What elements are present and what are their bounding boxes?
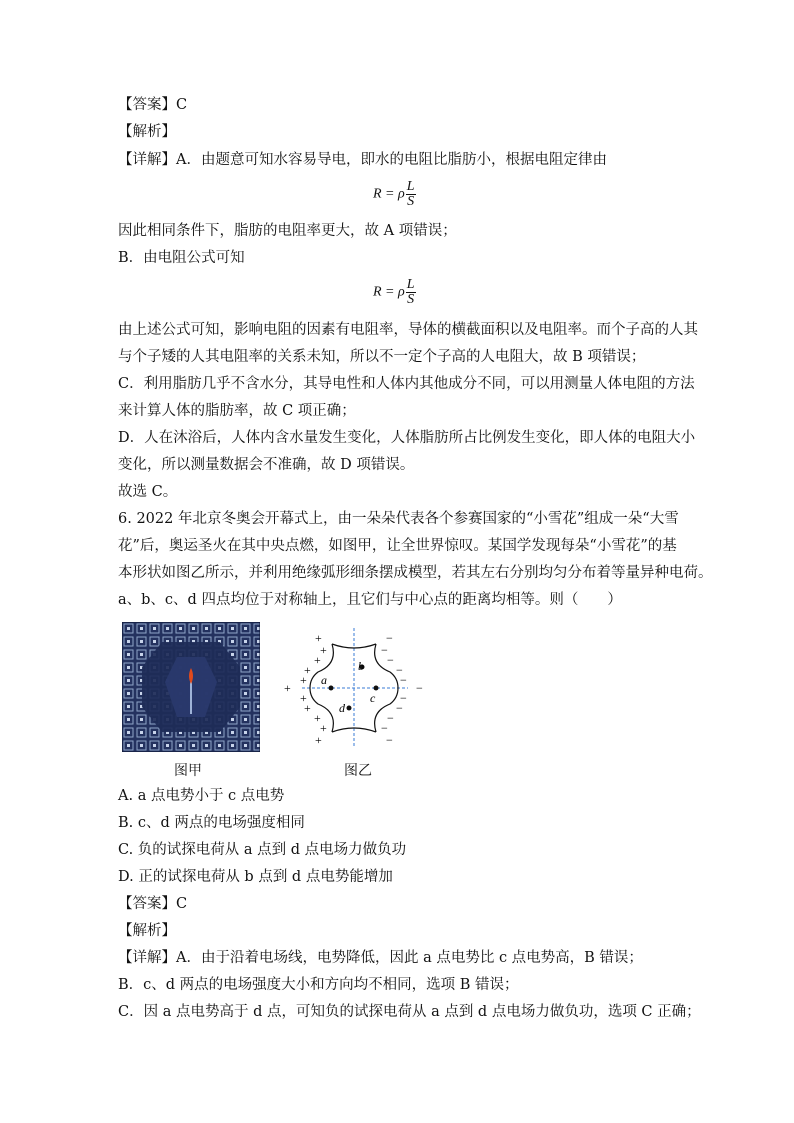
q6-stem-4: a、b、c、d 四点均位于对称轴上，且它们与中心点的距离均相等。则（ ）: [118, 592, 622, 608]
formula-lhs: R = ρ: [373, 284, 405, 300]
minus-sign: −: [387, 711, 394, 725]
figure-yi-caption: 图乙: [344, 763, 372, 779]
detail-a: 【详解】A．由题意可知水容易导电，即水的电阻比脂肪小，根据电阻定律由: [118, 152, 607, 168]
minus-sign: −: [400, 691, 407, 705]
plus-sign: +: [314, 653, 321, 667]
label-a: a: [321, 673, 327, 687]
line-b1: B．由电阻公式可知: [118, 250, 245, 266]
plus-sign: +: [304, 701, 311, 715]
minus-sign: −: [416, 681, 423, 695]
conclusion: 故选 C。: [118, 484, 178, 500]
q6-detail-c: C．因 a 点电势高于 d 点，可知负的试探电荷从 a 点到 d 点电场力做负功，选项 C 正确；: [118, 1004, 701, 1020]
plus-sign: +: [284, 681, 291, 695]
plus-sign: +: [315, 631, 322, 645]
formula-num: L: [406, 277, 415, 292]
line-b2: 由上述公式可知，影响电阻的因素有电阻率，导体的横截面积以及电阻率。而个子高的人其: [118, 322, 698, 338]
plus-sign: +: [300, 673, 307, 687]
resistance-formula-2: [373, 278, 416, 307]
resistance-formula-1: [373, 180, 416, 209]
q6-analysis-title: 【解析】: [118, 923, 176, 939]
formula-den: S: [407, 194, 415, 209]
q6-stem-3: 本形状如图乙所示，并利用绝缘弧形细条摆成模型，若其左右分别均匀分布着等量异种电荷。: [118, 565, 713, 581]
plus-sign: +: [320, 721, 327, 735]
positive-charges: [284, 631, 327, 747]
plus-sign: +: [300, 691, 307, 705]
line-c1: C．利用脂肪几乎不含水分，其导电性和人体内其他成分不同，可以用测量人体电阻的方法: [118, 376, 695, 392]
minus-sign: −: [386, 631, 393, 645]
point-a: [329, 686, 334, 691]
analysis-title: 【解析】: [118, 124, 176, 140]
formula-num: L: [406, 179, 415, 194]
figure-jia-caption: 图甲: [174, 763, 202, 779]
plus-sign: +: [320, 643, 327, 657]
plus-sign: +: [315, 733, 322, 747]
line-c2: 来计算人体的脂肪率，故 C 项正确；: [118, 403, 356, 419]
plus-sign: +: [314, 711, 321, 725]
figure-yi-charge-diagram: [280, 622, 430, 752]
label-b: b: [358, 659, 364, 673]
formula-fraction: [406, 180, 416, 209]
minus-sign: −: [381, 643, 388, 657]
q6-detail-b: B．c、d 两点的电场强度大小和方向均不相同，选项 B 错误；: [118, 977, 519, 993]
line-d1: D．人在沐浴后，人体内含水量发生变化，人体脂肪所占比例发生变化，即人体的电阻大小: [118, 430, 696, 446]
label-c: c: [370, 691, 376, 705]
minus-sign: −: [396, 701, 403, 715]
minus-sign: −: [386, 733, 393, 747]
minus-sign: −: [400, 673, 407, 687]
formula-fraction: [406, 278, 416, 307]
option-b[interactable]: B. c、d 两点的电场强度相同: [118, 815, 305, 831]
point-d: [347, 706, 352, 711]
answer-label: 【答案】C: [118, 97, 188, 113]
negative-charges: [381, 631, 423, 747]
formula-den: S: [407, 292, 415, 307]
q6-stem-2: 花”后，奥运圣火在其中央点燃，如图甲，让全世界惊叹。某国学发现每朵“小雪花”的基: [118, 538, 677, 554]
q6-detail-a: 【详解】A．由于沿着电场线，电势降低，因此 a 点电势比 c 点电势高，B 错误；: [118, 950, 643, 966]
label-d: d: [339, 701, 345, 715]
figure-jia-snowflake: [122, 622, 260, 752]
minus-sign: −: [396, 663, 403, 677]
line-a2: 因此相同条件下，脂肪的电阻率更大，故 A 项错误；: [118, 223, 457, 239]
minus-sign: −: [387, 653, 394, 667]
line-b3: 与个子矮的人其电阻率的关系未知，所以不一定个子高的人电阻大，故 B 项错误；: [118, 349, 646, 365]
q6-stem-1: 6. 2022 年北京冬奥会开幕式上，由一朵朵代表各个参赛国家的“小雪花”组成一朵“大雪: [118, 511, 679, 527]
q6-answer-label: 【答案】C: [118, 896, 188, 912]
formula-lhs: R = ρ: [373, 186, 405, 202]
option-c[interactable]: C. 负的试探电荷从 a 点到 d 点电场力做负功: [118, 842, 407, 858]
plus-sign: +: [304, 663, 311, 677]
line-d2: 变化，所以测量数据会不准确，故 D 项错误。: [118, 457, 415, 473]
option-d[interactable]: D. 正的试探电荷从 b 点到 d 点电势能增加: [118, 869, 393, 885]
option-a[interactable]: A. a 点电势小于 c 点电势: [118, 788, 285, 804]
minus-sign: −: [381, 721, 388, 735]
point-c: [374, 686, 379, 691]
